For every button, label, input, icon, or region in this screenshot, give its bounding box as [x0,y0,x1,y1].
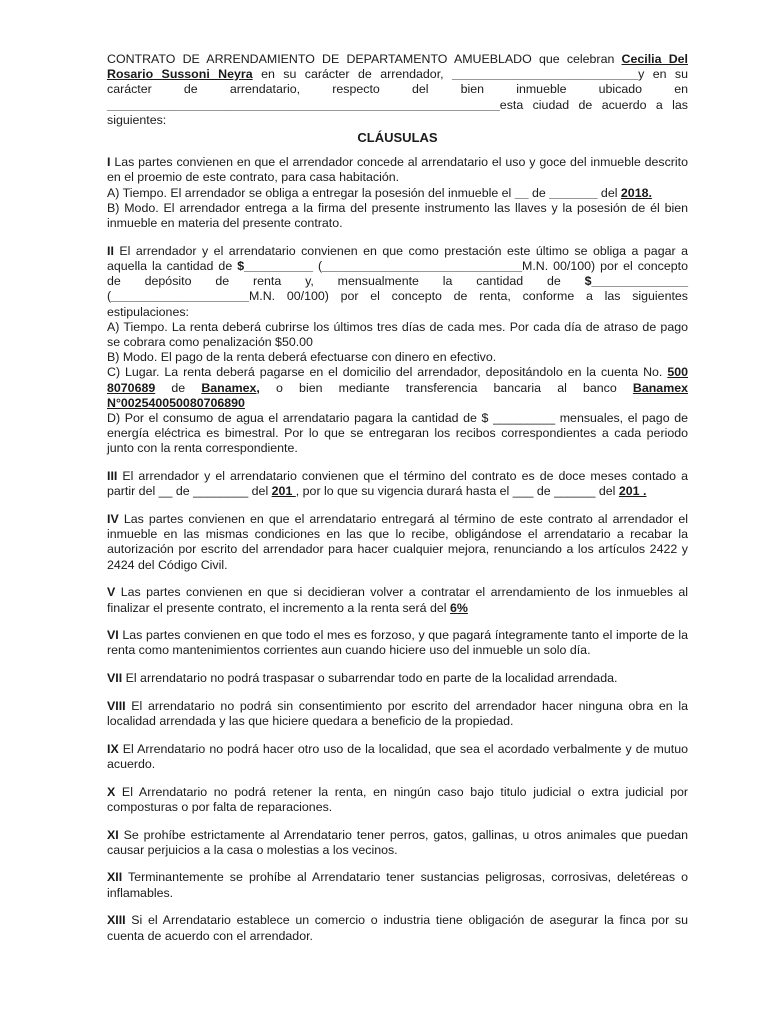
landlord-name: Cecilia Del [621,52,688,66]
clause-13: XIII Si el Arrendatario establece un comercio o industria tiene obligación de asegurar la finca por su cuenta de acuerdo con el arrendador. [107,913,688,943]
clabe-number: Banamex N°002540050080706890 [107,380,688,410]
deposit-amount-blank: $__________ [237,258,314,273]
address-blank: _________________________________________________________ [107,97,500,112]
clause-number: IV [107,511,119,526]
clause-9: IX El Arrendatario no podrá hacer otro uso de la localidad, que sea el acordado verbalmente y de mutuo acuerdo. [107,741,688,771]
clause-number: VI [107,628,119,643]
clause-number: XI [107,827,119,842]
clause-number: XII [107,870,123,885]
clause-7: VII El arrendatario no podrá traspasar o subarrendar todo en parte de la localidad arrendada. [107,671,618,686]
clause-1: I Las partes convienen en que el arrendador concede al arrendatario el uso y goce del inmueble descrito en el proemio de este contrato, para casa habitación. A) Tiempo. El arrendador se obliga a entregar la posesión del inmueble el __ de _______ del 2018. B) Modo. El arrendador entrega a la firma del presente instrumento las llaves y la posesión de él bien inmueble en materia del presente contrato. [107,155,688,231]
rent-increase-percent: 6% [450,600,468,615]
clause-5: V Las partes convienen en que si decidieran volver a contratar el arrendamiento de los inmuebles al finalizar el presente contrato, el incremento a la renta será del 6% [107,585,688,615]
clause-number: X [107,784,116,799]
clause-12: XII Terminantemente se prohíbe al Arrendatario tener sustancias peligrosas, corrosivas, deletéreas o inflamables. [107,870,688,900]
clause-number: V [107,585,116,600]
contract-intro: CONTRATO DE ARRENDAMIENTO DE DEPARTAMENTO AMUEBLADO que celebran Cecilia Del Rosario Sussoni Neyra en su carácter de arrendador, ___________________________y en su carácter de arrendatario, respecto del bien inmueble ubicado en _________________________________________________________esta ciudad de acuerdo a las siguientes: [107,52,689,127]
landlord-name-continued: Rosario Sussoni Neyra [107,67,253,82]
clause-number: VIII [107,698,126,713]
rent-amount-blank: $______________ [584,274,688,289]
clause-8: VIII El arrendatario no podrá sin consentimiento por escrito del arrendador hacer ninguna obra en la localidad arrendada y las que hiciere quedara a beneficio de la propiedad. [107,698,688,729]
start-year: 2018. [620,185,652,200]
clause-number: IX [107,741,119,756]
clause-number: III [107,469,118,484]
clause-10: X El Arrendatario no podrá retener la renta, en ningún caso bajo titulo judicial o extra judicial por composturas o por falta de reparaciones. [107,784,688,814]
clause-11: XI Se prohíbe estrictamente al Arrendatario tener perros, gatos, gallinas, u otros animales que puedan causar perjuicios a la casa o molestias a los vecinos. [107,827,688,857]
clause-number: VII [107,671,123,686]
account-number: 500 8070689 [107,365,688,395]
clause-3: III El arrendador y el arrendatario convienen que el término del contrato es de doce meses contado a partir del __ de ________ del 201 , por lo que su vigencia durará hasta el ___ de ______ del 201 . [107,469,688,499]
bank-name: Banamex, [201,380,260,395]
clause-2: II El arrendador y el arrendatario convienen en que como prestación este último se obliga a pagar a aquella la cantidad de $__________ (_____________________________M.N. 00/100) por el concepto de depósito de renta y, mensualmente la cantidad de $______________ (____________________M.N. 00/100) por el concepto de renta, conforme a las siguientes estipulaciones: A) Tiempo. La renta deberá cubrirse los últimos tres días de cada mes. Por cada día de atraso de pago se cobrara como penalización $50.00 B) Modo. El pago de la renta deberá efectuarse con dinero en efectivo. C) Lugar. La renta deberá pagarse en el domicilio del arrendador, depositándolo en la cuenta No. 500 8070689 de Banamex, o bien mediante transferencia bancaria al banco Banamex N°002540050080706890 D) Por el consumo de agua el arrendatario pagara la cantidad de $ _________ mensuales, el pago de energía eléctrica es bimestral. Por lo que se entregaran los recibos correspondientes a cada periodo junto con la renta correspondiente. [107,243,688,456]
clauses-heading: CLÁUSULAS [357,130,438,146]
clause-6: VI Las partes convienen en que todo el mes es forzoso, y que pagará íntegramente tanto el importe de la renta como mantenimientos corrientes aun cuando hiciere uso del inmueble un solo día. [107,628,688,658]
clause-number: XIII [107,913,126,928]
clause-number: I [107,155,111,170]
clause-number: II [107,243,114,258]
intro-text: CONTRATO DE ARRENDAMIENTO DE DEPARTAMENTO AMUEBLADO que celebran [107,52,622,66]
tenant-blank: ___________________________ [452,67,639,82]
clause-4: IV Las partes convienen en que el arrendatario entregará al término de este contrato al arrendador el inmueble en las mismas condiciones en las que lo recibe, obligándose el arrendatario a recabar la autorización por escrito del arrendador para hacer cualquier mejora, renunciando a los artículos 2422 y 2424 del Código Civil. [107,511,688,572]
